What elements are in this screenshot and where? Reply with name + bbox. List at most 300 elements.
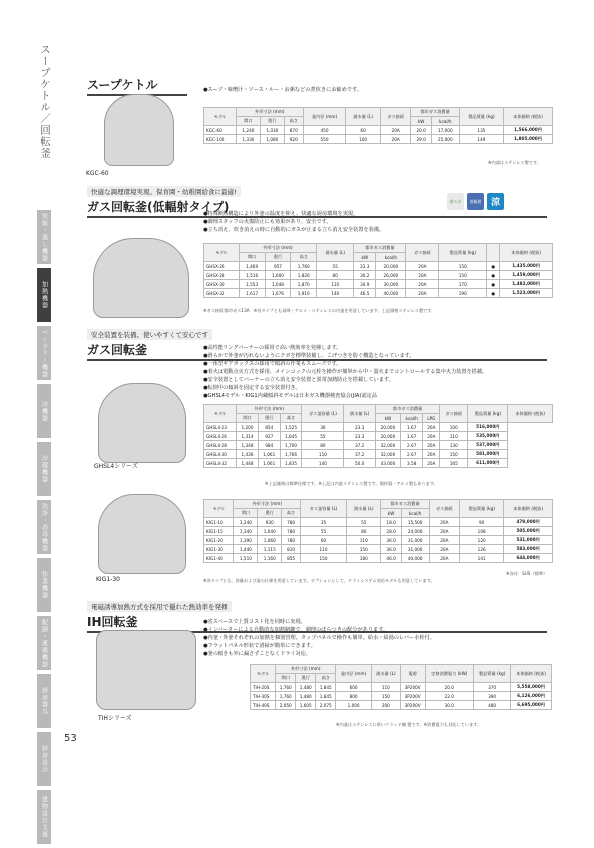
table-cell: 20A xyxy=(429,545,460,554)
table-cell: 2,050 xyxy=(276,701,296,710)
feature-icons xyxy=(447,193,504,210)
column-header: 満水量 (L) xyxy=(371,665,400,683)
table-cell: 535,000円 xyxy=(468,432,508,441)
table-cell: 1,835 xyxy=(280,459,302,468)
table-cell: 110 xyxy=(302,450,344,459)
bullet-item: ●立ち消え、炊き消えの時に自動的にガスが止まる立ち消え安全装置を装備。 xyxy=(203,227,385,233)
table-cell: 20A xyxy=(423,432,440,441)
table-cell: 450 xyxy=(303,126,346,135)
column-subheader: 間口 xyxy=(236,117,260,126)
table-cell: 1,061 xyxy=(258,459,280,468)
bullet-item: ●高性能リングバーナーの採用で高い熱効率を発揮します。 xyxy=(203,345,342,351)
table-cell: 800 xyxy=(336,692,372,701)
table-cell: 1,115 xyxy=(258,545,282,554)
ghsl4-photo xyxy=(98,383,186,463)
table-cell: 140 xyxy=(302,459,344,468)
column-header: 都市ガス消費量 xyxy=(381,500,429,509)
table-cell: KIG1-15 xyxy=(204,527,234,536)
table-cell: GHSL4-32 xyxy=(204,459,237,468)
table-cell: 20A xyxy=(429,527,460,536)
table-cell: 537,000円 xyxy=(468,441,508,450)
column-header: 満水量 (L) xyxy=(347,500,381,518)
table-cell: 141 xyxy=(460,554,504,563)
table-cell: GHSL4-23 xyxy=(204,423,237,432)
column-header: 釜内径 (mm) xyxy=(303,108,346,126)
table-cell: 1,200 xyxy=(237,423,259,432)
table-cell: 20A xyxy=(380,126,411,135)
table-cell: 370 xyxy=(474,683,511,692)
table-row xyxy=(204,289,553,298)
table-cell: 810 xyxy=(282,545,301,554)
table-cell: 1,760 xyxy=(291,262,317,271)
gas-kettle-subtitle: 安全装置を装備。使いやすくて安心です xyxy=(87,329,212,340)
ih-title: IH回転釜 xyxy=(87,613,547,633)
left-rail xyxy=(0,0,30,840)
column-header: 製品質量 (kg) xyxy=(439,244,487,262)
category-tab: 冷蔵機器 xyxy=(37,442,51,496)
table-cell: 24,000 xyxy=(401,527,429,536)
table-cell: 23.3 xyxy=(344,432,375,441)
kig1-note: ※各タイプとも、容量および釜の仕様を用意しています。オプションとして、ドライシステム対応モデルも用意しています。 xyxy=(203,578,435,583)
column-header: ガス接続 xyxy=(429,500,460,518)
column-header: 外形寸法 (mm) xyxy=(237,405,302,414)
column-header: 製品質量 (kg) xyxy=(474,665,511,683)
table-cell: GHSX-26 xyxy=(204,262,240,271)
table-row xyxy=(204,135,553,144)
table-cell: 1,766 xyxy=(280,450,302,459)
table-cell: 6,126,000円 xyxy=(511,692,552,701)
table-cell: 110 xyxy=(300,545,346,554)
kig1-photo xyxy=(98,494,186,574)
table-cell: 505,000円 xyxy=(504,527,553,536)
table-cell: 30.0 xyxy=(425,701,474,710)
table-cell: 3P200V xyxy=(400,692,425,701)
table-cell: GHSL4-28 xyxy=(204,441,237,450)
table-cell: ● xyxy=(487,262,500,271)
table-cell: 55 xyxy=(302,432,344,441)
table-cell: 20A xyxy=(406,271,439,280)
table-cell: 20A xyxy=(429,536,460,545)
category-tab: 洗浄・消毒機器 xyxy=(37,500,51,554)
table-cell: 55 xyxy=(347,518,381,527)
table-cell: 30,000 xyxy=(376,280,406,289)
bullet-item: ●着火は電動点火方式を採用、メインコックの元栓を操作が簡単から中・弱火までコントロールする集中火力装置を搭載。 xyxy=(203,369,488,375)
cool-kitchen-icon: 涼 xyxy=(487,193,504,210)
kig1-table xyxy=(203,499,553,563)
table-cell: 920 xyxy=(284,135,303,144)
table-cell: KGC-100 xyxy=(204,135,237,144)
table-cell: 32,000 xyxy=(375,441,400,450)
table-cell: 55 xyxy=(300,527,346,536)
bullet-item: ●特殊断熱構造により外釜の温度を抑え、快適な厨房環境を実現。 xyxy=(203,211,359,217)
column-subheader: kW xyxy=(411,117,431,126)
table-cell: 1,340 xyxy=(234,527,258,536)
sidebar-title: スープケトル／回転釜 xyxy=(39,44,51,159)
table-cell: 190 xyxy=(439,289,487,298)
table-cell: 1,469 xyxy=(239,262,265,271)
column-subheader: 間口 xyxy=(237,414,259,423)
table-cell: 150 xyxy=(300,554,346,563)
category-tab: ベーカリー機器 xyxy=(37,326,51,380)
table-cell: 1,048 xyxy=(265,280,291,289)
kig1-caption: KIG1-30 xyxy=(96,576,120,583)
table-row xyxy=(204,518,553,527)
table-cell: 110 xyxy=(440,432,468,441)
table-cell: 2,075 xyxy=(316,701,336,710)
table-cell: 780 xyxy=(282,518,301,527)
column-subheader: 高さ xyxy=(284,117,303,126)
gas-kettle-title: ガス回転釜 xyxy=(87,341,547,361)
table-cell: 1,510 xyxy=(234,554,258,563)
radiant-title: ガス回転釜(低輻射タイプ) xyxy=(87,198,547,218)
bullet-item: ●滑らかで外釜が汚れないようにクボを標準装備し、こげつきを防ぐ構造となっています。 xyxy=(203,353,415,359)
table-row xyxy=(204,262,553,271)
column-header: 製品質量 (kg) xyxy=(468,405,508,423)
ghsl4-table xyxy=(203,404,553,468)
column-header: 満水量 (L) xyxy=(344,405,375,423)
table-cell: 20A xyxy=(406,262,439,271)
column-header: 満水量 (L) xyxy=(346,108,380,126)
column-header: モデル xyxy=(204,500,234,518)
column-subheader: LPG xyxy=(423,414,440,423)
table-cell: 35 xyxy=(300,518,346,527)
table-cell: GHSL4-26 xyxy=(204,432,237,441)
category-tab: 加熱機器 xyxy=(37,268,51,322)
table-cell: 150 xyxy=(347,545,381,554)
column-header: 外形寸法 (mm) xyxy=(239,244,316,253)
table-cell: 1,480 xyxy=(296,683,316,692)
table-cell: 1,080 xyxy=(260,135,284,144)
column-subheader: kcal/h xyxy=(376,253,406,262)
table-row xyxy=(204,423,553,432)
table-cell: 6,695,000円 xyxy=(511,701,552,710)
table-cell: 1,700 xyxy=(280,441,302,450)
table-cell: 80 xyxy=(317,271,354,280)
table-cell: 40,000 xyxy=(376,289,406,298)
column-header: 本体価格 (税抜) xyxy=(504,108,553,126)
table-cell: 25,000 xyxy=(431,135,459,144)
table-cell: 780 xyxy=(282,536,301,545)
table-cell: 20A xyxy=(429,554,460,563)
table-cell: 1,440 xyxy=(234,545,258,554)
table-cell: 1,845 xyxy=(316,692,336,701)
column-subheader: 高さ xyxy=(282,509,301,518)
table-header-row xyxy=(204,405,553,414)
table-cell: 1,040 xyxy=(258,527,282,536)
table-cell: 110 xyxy=(317,280,354,289)
table-cell: 170 xyxy=(439,280,487,289)
column-header: 都市ガス消費量 xyxy=(411,108,459,117)
table-cell: 100 xyxy=(440,423,468,432)
bullet-item: ●内釜・外釜それぞれの加熱を個別管理。タップパネルで操作も簡単。給水・給湯のレバー水栓付。 xyxy=(203,635,435,641)
category-tab: 建物設計支援 xyxy=(37,790,51,844)
radiant-table xyxy=(203,243,553,298)
table-cell: 1.67 xyxy=(400,423,422,432)
gas-kettle-bullets xyxy=(203,344,487,400)
table-cell: 50.0 xyxy=(344,459,375,468)
table-cell: 150 xyxy=(440,450,468,459)
column-subheader: 高さ xyxy=(280,414,302,423)
table-cell: 1,566,000円 xyxy=(504,126,553,135)
table-cell: 20,000 xyxy=(375,423,400,432)
table-cell: 80 xyxy=(347,527,381,536)
column-header: 定格消費電力 (kW) xyxy=(425,665,474,683)
column-subheader: kW xyxy=(354,253,376,262)
table-cell: 20,000 xyxy=(376,262,406,271)
column-header: 製品質量 (kg) xyxy=(459,108,503,126)
column-subheader: 間口 xyxy=(239,253,265,262)
table-cell: GHSL4-30 xyxy=(204,450,237,459)
table-cell: 60 xyxy=(346,126,380,135)
table-row xyxy=(251,701,552,710)
column-header: ガス接続 xyxy=(406,244,439,262)
table-cell: 36 xyxy=(302,423,344,432)
table-cell: 1,482,000円 xyxy=(500,280,553,289)
table-cell: 1,000 xyxy=(336,701,372,710)
category-tab: 作業機器 xyxy=(37,558,51,612)
ih-caption: TIHシリーズ xyxy=(98,715,132,722)
table-cell: 126 xyxy=(460,545,504,554)
ih-subtitle: 電磁誘導加熱方式を採用で優れた熱効率を発揮 xyxy=(87,601,232,612)
table-cell: 1,553 xyxy=(239,280,265,289)
table-row xyxy=(204,554,553,563)
column-header: ガス釜容量 (L) xyxy=(300,500,346,518)
table-cell: 1.67 xyxy=(400,432,422,441)
column-header: ガス釜容量 (L) xyxy=(302,405,344,423)
table-cell: 1,348 xyxy=(237,441,259,450)
table-cell: 1,523,000円 xyxy=(500,289,553,298)
table-cell: 1,448 xyxy=(237,459,259,468)
table-cell: 80 xyxy=(302,441,344,450)
table-cell: 1,330 xyxy=(236,135,260,144)
table-cell: 90 xyxy=(460,518,504,527)
table-row xyxy=(251,692,552,701)
table-cell: 550 xyxy=(303,135,346,144)
column-subheader: kcal/h xyxy=(400,414,422,423)
table-row xyxy=(204,432,553,441)
bullet-item: ●安全装置としてバーナーの立ち消え安全装置と異常加熱防止を搭載しています。 xyxy=(203,377,394,383)
table-cell: 108 xyxy=(460,527,504,536)
table-cell: 583,000円 xyxy=(504,545,553,554)
soup-kettle-photo xyxy=(104,94,174,166)
table-cell: 20A xyxy=(423,459,440,468)
table-cell: 20.0 xyxy=(411,126,431,135)
table-cell: 40,000 xyxy=(401,554,429,563)
column-header: 外形寸法 (mm) xyxy=(276,665,336,674)
column-subheader: kcal/h xyxy=(401,509,429,518)
column-header: 釜内径 (mm) xyxy=(336,665,372,683)
table-cell: ● xyxy=(487,271,500,280)
column-header: モデル xyxy=(204,405,237,423)
table-cell: 149 xyxy=(459,135,503,144)
table-cell: KIG1-20 xyxy=(204,536,234,545)
soup-kettle-caption: KGC-60 xyxy=(86,170,109,177)
table-cell: 854 xyxy=(258,423,280,432)
table-cell: 1,805,000円 xyxy=(504,135,553,144)
column-header: モデル xyxy=(251,665,276,683)
table-cell: 110 xyxy=(371,683,400,692)
table-cell: 516,000円 xyxy=(468,423,508,432)
column-header: ガス接続 xyxy=(380,108,411,126)
table-cell: 480 xyxy=(474,701,511,710)
column-subheader: 奥行 xyxy=(258,414,280,423)
table-cell: TIH-40S xyxy=(251,701,276,710)
table-cell: 28.0 xyxy=(381,527,401,536)
table-cell: 37.2 xyxy=(344,450,375,459)
table-row xyxy=(204,126,553,135)
table-cell: 130 xyxy=(440,441,468,450)
soup-kettle-table xyxy=(203,107,553,144)
table-cell: 1,459,000円 xyxy=(500,271,553,280)
table-cell: 479,000円 xyxy=(504,518,553,527)
table-cell: 1,516 xyxy=(239,271,265,280)
column-header: 本体価格 (税抜) xyxy=(504,500,553,518)
table-row xyxy=(204,527,553,536)
column-header: モデル xyxy=(204,244,240,262)
column-subheader: 奥行 xyxy=(258,509,282,518)
table-cell: 32,000 xyxy=(375,450,400,459)
bullet-item: ●転倒中の傾斜を固定する安全装置付き。 xyxy=(203,385,301,391)
table-cell: 1,870 xyxy=(291,280,317,289)
category-tab: 炊飯・蒸し機器 xyxy=(37,210,51,264)
bullet-item: ●インバーターによる自動的な加熱制御で、調理のばらつきの配分があります。 xyxy=(203,627,389,633)
table-cell: GHSX-32 xyxy=(204,289,240,298)
table-header-row xyxy=(204,108,553,117)
table-cell: TIH-20S xyxy=(251,683,276,692)
table-cell: 26,000 xyxy=(376,271,406,280)
table-cell: 390 xyxy=(474,692,511,701)
column-header: 本体価格 (税抜) xyxy=(508,405,553,423)
table-cell: 18.0 xyxy=(381,518,401,527)
table-cell: 20A xyxy=(380,135,411,144)
table-cell: 2.67 xyxy=(400,441,422,450)
table-row xyxy=(204,280,553,289)
column-subheader: 間口 xyxy=(276,674,296,683)
table-cell: 1,910 xyxy=(291,289,317,298)
table-cell: 5,558,000円 xyxy=(511,683,552,692)
table-cell: 34.9 xyxy=(354,280,376,289)
radiant-kettle-photo xyxy=(93,238,189,318)
soup-kettle-bullet: ●スープ・味噌汁・ソース・ルー・お粥などの煮炊きにお勧めです。 xyxy=(203,87,362,93)
table-cell: TIH-30S xyxy=(251,692,276,701)
table-cell: 644,000円 xyxy=(504,554,553,563)
table-cell: 30.2 xyxy=(354,271,376,280)
table-cell: 1,314 xyxy=(237,432,259,441)
table-cell: 200 xyxy=(371,701,400,710)
table-cell: GHSX-28 xyxy=(204,271,240,280)
table-row xyxy=(204,441,553,450)
table-cell: KIG1-40 xyxy=(204,554,234,563)
table-cell: 2.67 xyxy=(400,450,422,459)
kig1-note-material: ※各社：SUS（標準） xyxy=(506,571,548,576)
column-header: 外形寸法 (mm) xyxy=(236,108,303,117)
table-cell: 1,060 xyxy=(258,536,282,545)
table-cell: ● xyxy=(487,289,500,298)
table-cell: 1,480 xyxy=(296,692,316,701)
table-cell: 1,645 xyxy=(280,432,302,441)
table-cell: 36.0 xyxy=(381,536,401,545)
table-cell: 3P200V xyxy=(400,683,425,692)
table-cell: 1,760 xyxy=(276,683,296,692)
ih-bullets xyxy=(203,618,435,658)
table-cell: 20A xyxy=(423,423,440,432)
soup-kettle-title: スープケトル xyxy=(87,76,187,96)
column-header: ガス接続 xyxy=(440,405,468,423)
table-cell: 20A xyxy=(423,441,440,450)
table-header-row xyxy=(204,500,553,509)
column-subheader: 奥行 xyxy=(265,253,291,262)
table-cell: 20A xyxy=(423,450,440,459)
ih-note: ※内釜はステンレスに厚いクラッド鋼 製です。※消費電力も対応しています。 xyxy=(336,722,482,727)
column-subheader: 高さ xyxy=(291,253,317,262)
category-tab: 厨房器具 xyxy=(37,674,51,728)
table-cell: 1,820 xyxy=(291,271,317,280)
table-cell: 870 xyxy=(284,126,303,135)
column-subheader: kW xyxy=(375,414,400,423)
table-cell: 110 xyxy=(347,536,381,545)
column-header: 満水量 (L) xyxy=(317,244,354,262)
table-header-row xyxy=(204,244,553,253)
table-cell: 60 xyxy=(300,536,346,545)
ghsl4-caption: GHSL4シリーズ xyxy=(94,463,138,470)
table-cell: 150 xyxy=(439,271,487,280)
table-cell: 855 xyxy=(282,554,301,563)
table-cell: 1,240 xyxy=(236,126,260,135)
table-cell: 20A xyxy=(429,518,460,527)
column-header: 本体価格 (税抜) xyxy=(500,244,553,262)
table-cell: 100 xyxy=(346,135,380,144)
table-cell: KIG1-10 xyxy=(204,518,234,527)
table-cell: 17,000 xyxy=(431,126,459,135)
column-subheader: 高さ xyxy=(316,674,336,683)
ih-kettle-photo xyxy=(96,630,196,710)
table-row xyxy=(251,683,552,692)
table-cell: KGC-60 xyxy=(204,126,237,135)
radiant-note: ※ガス接続:都市ガス13A ※各タイプとも昇降・アルミ・ステンレスの内釜を用意しています。上記価格ステンレス製です。 xyxy=(203,308,436,313)
table-row xyxy=(204,536,553,545)
table-cell: 36.0 xyxy=(381,545,401,554)
table-cell: 165 xyxy=(440,459,468,468)
table-cell: 3.58 xyxy=(400,459,422,468)
table-cell: 1,605 xyxy=(296,701,316,710)
table-row xyxy=(204,450,553,459)
column-header: 製品質量 (kg) xyxy=(460,500,504,518)
table-cell: KIG1-30 xyxy=(204,545,234,554)
table-cell: 150 xyxy=(371,692,400,701)
category-tab: 配膳・運搬機器 xyxy=(37,616,51,670)
table-cell: 3P200V xyxy=(400,701,425,710)
column-subheader: 間口 xyxy=(234,509,258,518)
page-number: 53 xyxy=(64,733,77,744)
column-header: 都市ガス消費量 xyxy=(375,405,439,414)
column-subheader: kcal/h xyxy=(431,117,459,126)
table-cell: 150 xyxy=(439,262,487,271)
bullet-item: ●フラットパネル形状で清掃が簡単にできます。 xyxy=(203,643,316,649)
table-cell: GHSX-30 xyxy=(204,280,240,289)
category-tab: 厨房設計 xyxy=(37,732,51,786)
table-cell: 55 xyxy=(317,262,354,271)
column-subheader: 奥行 xyxy=(296,674,316,683)
column-subheader: kW xyxy=(381,509,401,518)
table-cell: 1,061 xyxy=(258,450,280,459)
table-cell: 611,000円 xyxy=(468,459,508,468)
table-cell: 135 xyxy=(459,126,503,135)
table-row xyxy=(204,459,553,468)
table-cell: 20A xyxy=(406,280,439,289)
low-radiation-icon: 低輻射 xyxy=(467,193,484,210)
table-cell: 1,845 xyxy=(316,683,336,692)
energy-saving-icon: 省エネ xyxy=(447,193,464,210)
